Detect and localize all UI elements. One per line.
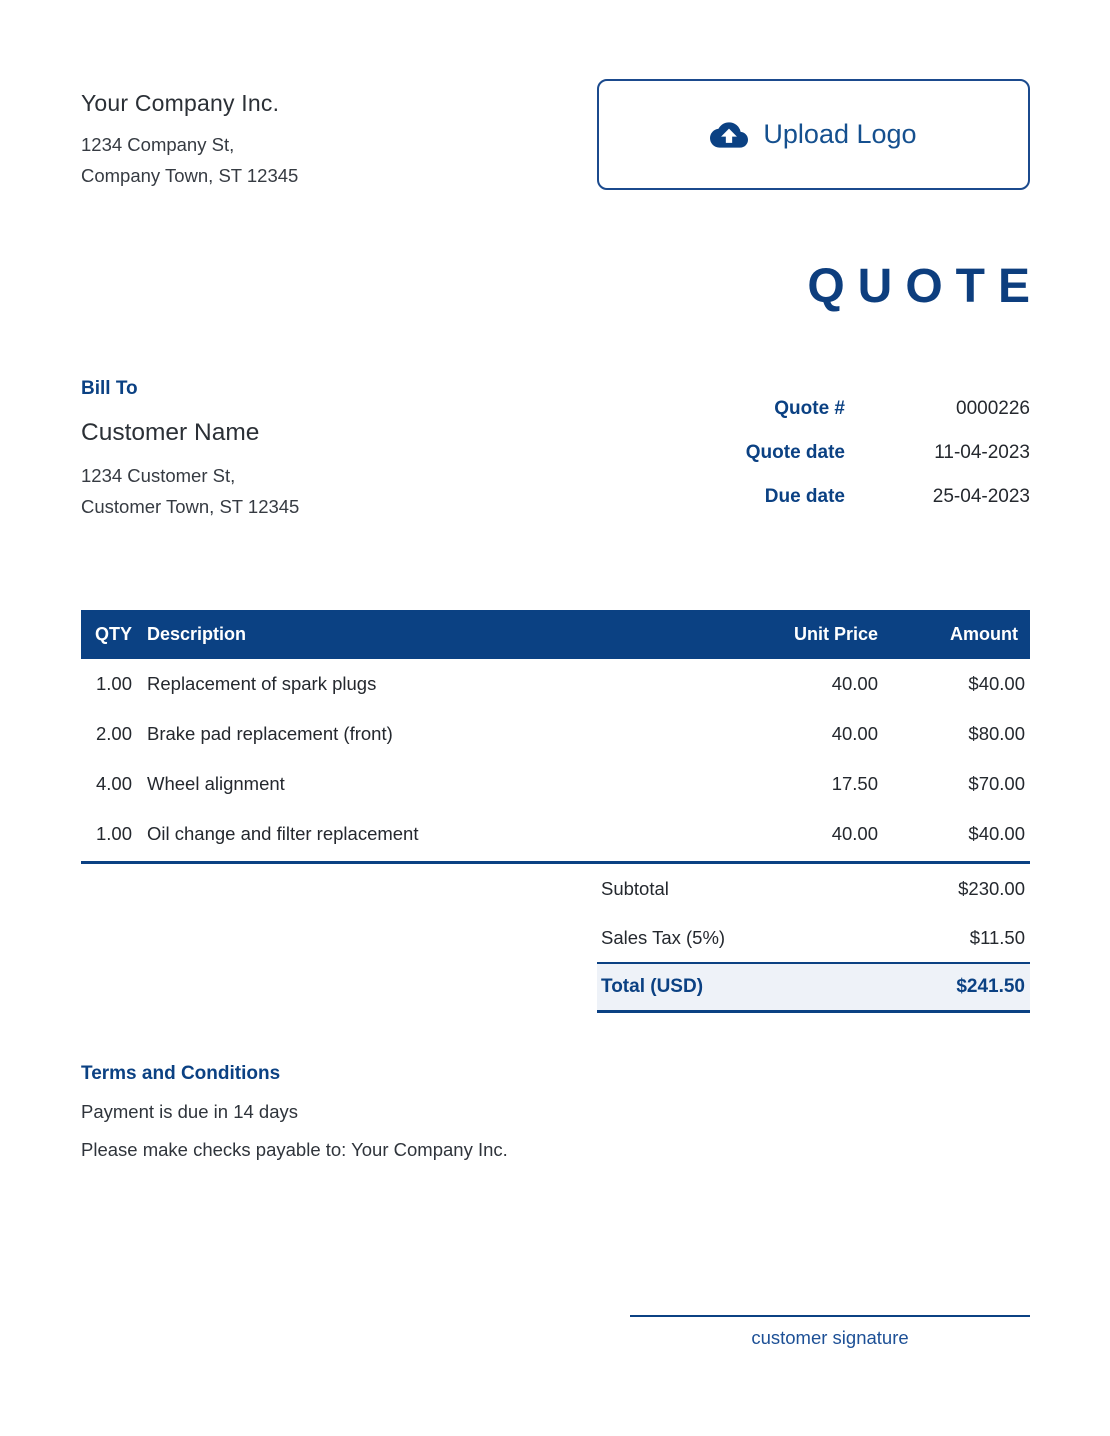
item-unit-price: 17.50 xyxy=(831,773,878,794)
due-date-value: 25-04-2023 xyxy=(932,486,1030,507)
quote-date-row xyxy=(597,431,1030,475)
company-address-line2: Company Town, ST 12345 xyxy=(81,165,299,186)
page-title: QUOTE xyxy=(807,260,1043,313)
item-qty: 2.00 xyxy=(95,723,132,744)
item-amount: $80.00 xyxy=(968,723,1025,744)
quote-number-label: Quote # xyxy=(774,398,845,419)
bill-to-heading: Bill To xyxy=(81,378,138,399)
quote-date-value: 11-04-2023 xyxy=(934,442,1030,463)
terms-line1: Payment is due in 14 days xyxy=(81,1101,298,1122)
item-description: Oil change and filter replacement xyxy=(147,823,419,844)
grand-total-row xyxy=(597,962,1030,1013)
table-row xyxy=(81,759,1030,809)
subtotal-label: Subtotal xyxy=(601,877,669,899)
table-row xyxy=(81,659,1030,709)
customer-name: Customer Name xyxy=(81,419,260,446)
item-amount: $70.00 xyxy=(968,773,1025,794)
item-unit-price: 40.00 xyxy=(831,723,878,744)
grand-total-value: $241.50 xyxy=(956,976,1025,997)
quote-number-value: 0000226 xyxy=(956,398,1030,419)
terms-heading: Terms and Conditions xyxy=(81,1063,281,1084)
item-qty: 4.00 xyxy=(95,773,132,794)
item-description: Brake pad replacement (front) xyxy=(147,723,393,744)
line-items-table xyxy=(81,610,1030,864)
subtotal-value: $230.00 xyxy=(958,877,1025,899)
table-row xyxy=(81,709,1030,759)
sales-tax-row xyxy=(597,913,1030,962)
sales-tax-label: Sales Tax (5%) xyxy=(601,926,726,948)
company-info xyxy=(81,90,298,191)
subtotal-row xyxy=(597,864,1030,913)
quote-meta xyxy=(597,387,1030,522)
upload-logo-label: Upload Logo xyxy=(763,119,917,149)
header-unit-price: Unit Price xyxy=(793,624,878,644)
quote-number-row xyxy=(597,387,1030,431)
customer-address xyxy=(81,460,299,522)
company-address-line1: 1234 Company St, xyxy=(81,134,235,155)
totals-section xyxy=(597,864,1030,1013)
due-date-row xyxy=(597,475,1030,519)
grand-total-label: Total (USD) xyxy=(601,976,704,997)
terms-section xyxy=(81,1063,1030,1161)
customer-address-line1: 1234 Customer St, xyxy=(81,465,236,486)
header-amount: Amount xyxy=(950,624,1018,644)
item-qty: 1.00 xyxy=(95,823,132,844)
item-unit-price: 40.00 xyxy=(831,673,878,694)
item-description: Replacement of spark plugs xyxy=(147,673,377,694)
signature-label: customer signature xyxy=(751,1327,909,1348)
cloud-upload-icon xyxy=(710,116,748,154)
table-row xyxy=(81,809,1030,859)
signature-section xyxy=(630,1315,1030,1349)
upload-logo-button[interactable] xyxy=(597,79,1030,190)
bill-to-block xyxy=(81,378,299,522)
item-description: Wheel alignment xyxy=(147,773,285,794)
quote-date-label: Quote date xyxy=(745,442,845,463)
sales-tax-value: $11.50 xyxy=(969,926,1025,948)
header-description: Description xyxy=(147,624,247,644)
company-address xyxy=(81,129,298,191)
table-header-row xyxy=(81,610,1030,659)
due-date-label: Due date xyxy=(764,486,845,507)
document-header xyxy=(81,0,1030,191)
terms-line2: Please make checks payable to: Your Company Inc. xyxy=(81,1139,508,1160)
item-amount: $40.00 xyxy=(968,673,1025,694)
header-qty: QTY xyxy=(95,624,133,644)
bill-meta-section xyxy=(81,378,1030,522)
customer-address-line2: Customer Town, ST 12345 xyxy=(81,496,300,517)
company-name: Your Company Inc. xyxy=(81,90,280,116)
signature-line xyxy=(630,1315,1030,1317)
item-unit-price: 40.00 xyxy=(831,823,878,844)
item-qty: 1.00 xyxy=(95,673,132,694)
item-amount: $40.00 xyxy=(968,823,1025,844)
